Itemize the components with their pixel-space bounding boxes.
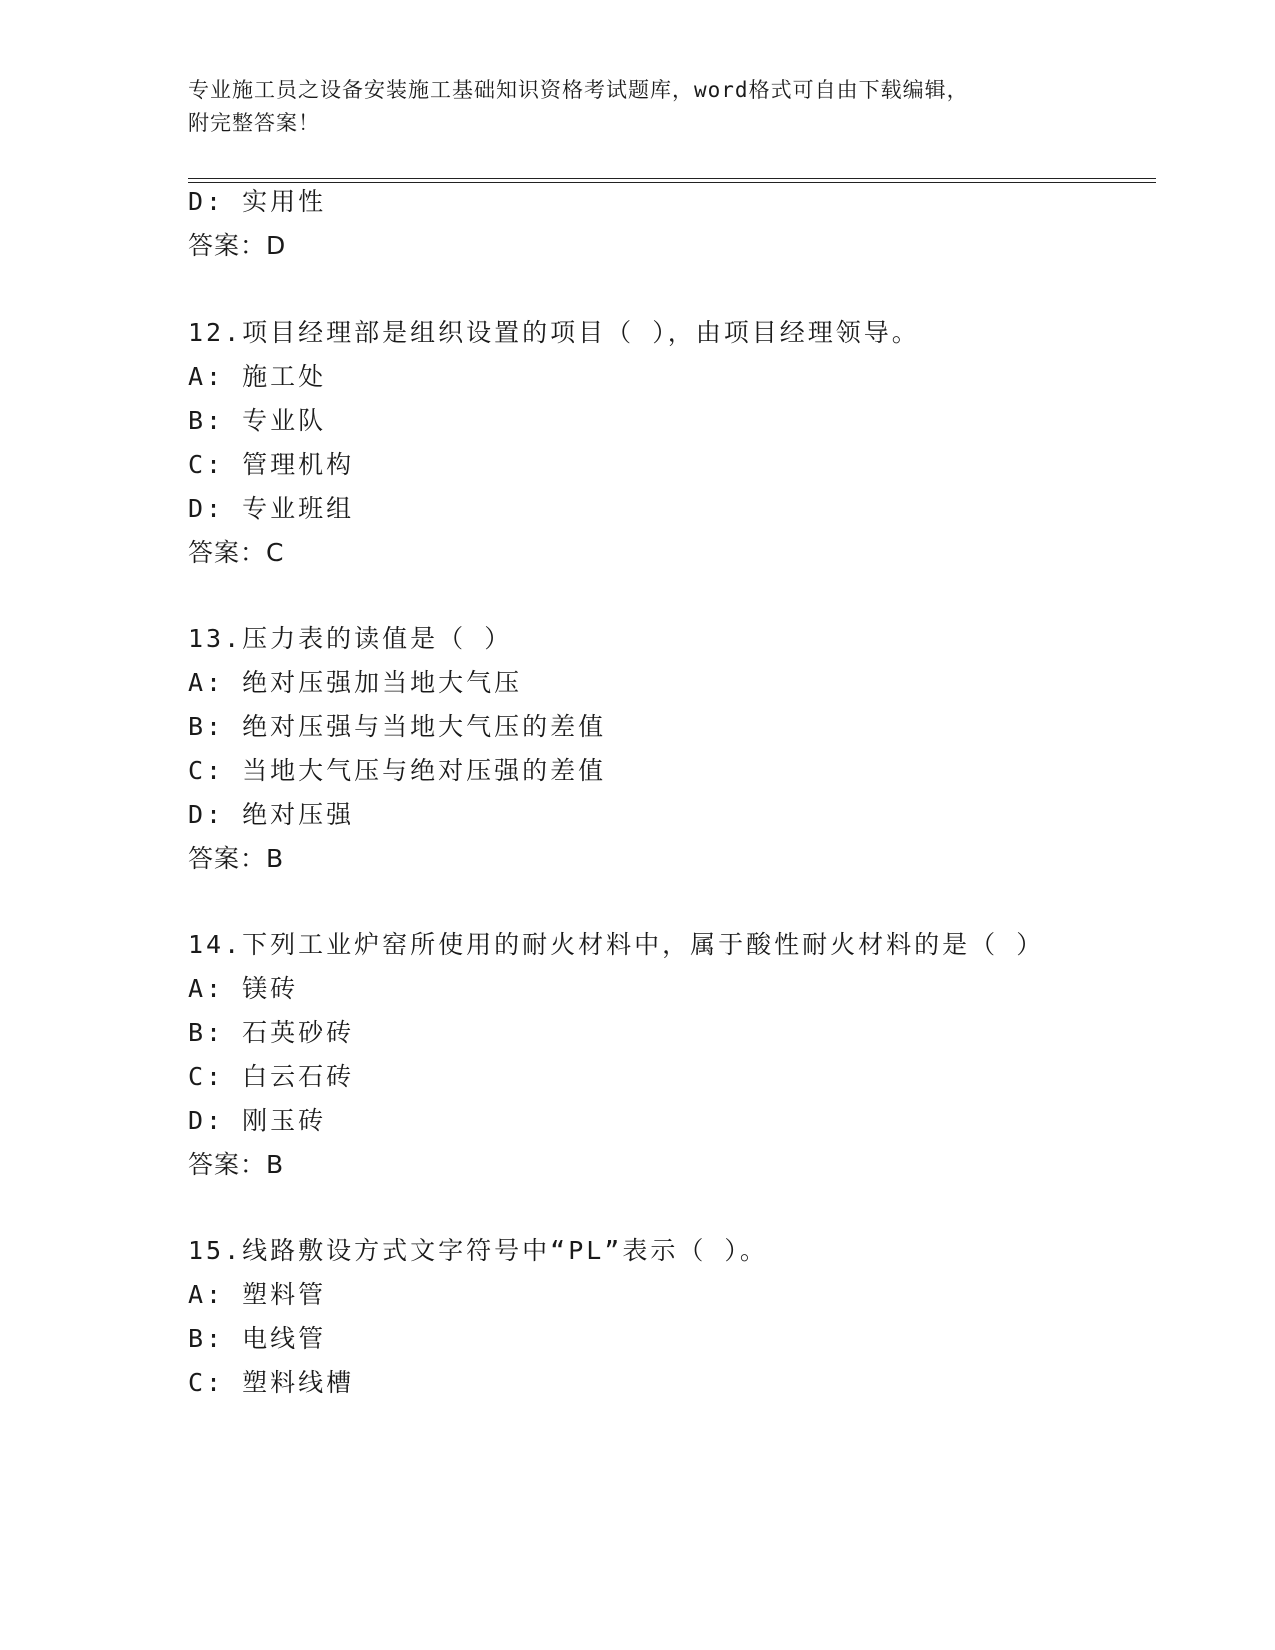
question-14-option-a: A: 镁砖 (188, 974, 299, 1003)
question-13-stem: 13.压力表的读值是（ ） (188, 624, 513, 653)
question-13-option-d: D: 绝对压强 (188, 800, 355, 829)
question-12-answer: 答案：C (188, 538, 285, 567)
question-12-option-a: A: 施工处 (188, 362, 327, 391)
question-12-option-b: B: 专业队 (188, 406, 327, 435)
question-12-option-d: D: 专业班组 (188, 494, 355, 523)
question-15-option-a: A: 塑料管 (188, 1280, 327, 1309)
question-13-option-c: C: 当地大气压与绝对压强的差值 (188, 756, 607, 785)
header-line-2: 附完整答案！ (188, 111, 320, 135)
question-14-option-d: D: 刚玉砖 (188, 1106, 327, 1135)
question-13-option-b: B: 绝对压强与当地大气压的差值 (188, 712, 607, 741)
question-13-answer: 答案：B (188, 844, 285, 873)
prev-option-d: D: 实用性 (188, 187, 327, 216)
header-divider (188, 178, 1156, 183)
header-line-1: 专业施工员之设备安装施工基础知识资格考试题库，word格式可自由下载编辑， (188, 78, 969, 102)
question-12-stem: 12.项目经理部是组织设置的项目（ ），由项目经理领导。 (188, 318, 920, 347)
question-15-stem: 15.线路敷设方式文字符号中“PL”表示（ ）。 (188, 1236, 768, 1265)
question-14-option-c: C: 白云石砖 (188, 1062, 355, 1091)
question-14-option-b: B: 石英砂砖 (188, 1018, 355, 1047)
question-12-option-c: C: 管理机构 (188, 450, 355, 479)
prev-answer: 答案：D (188, 231, 287, 260)
question-14-stem: 14.下列工业炉窑所使用的耐火材料中，属于酸性耐火材料的是（ ） (188, 930, 1045, 959)
question-13-option-a: A: 绝对压强加当地大气压 (188, 668, 523, 697)
document-header (188, 74, 1088, 140)
question-15-option-b: B: 电线管 (188, 1324, 327, 1353)
question-15-option-c: C: 塑料线槽 (188, 1368, 355, 1397)
question-14-answer: 答案：B (188, 1150, 285, 1179)
